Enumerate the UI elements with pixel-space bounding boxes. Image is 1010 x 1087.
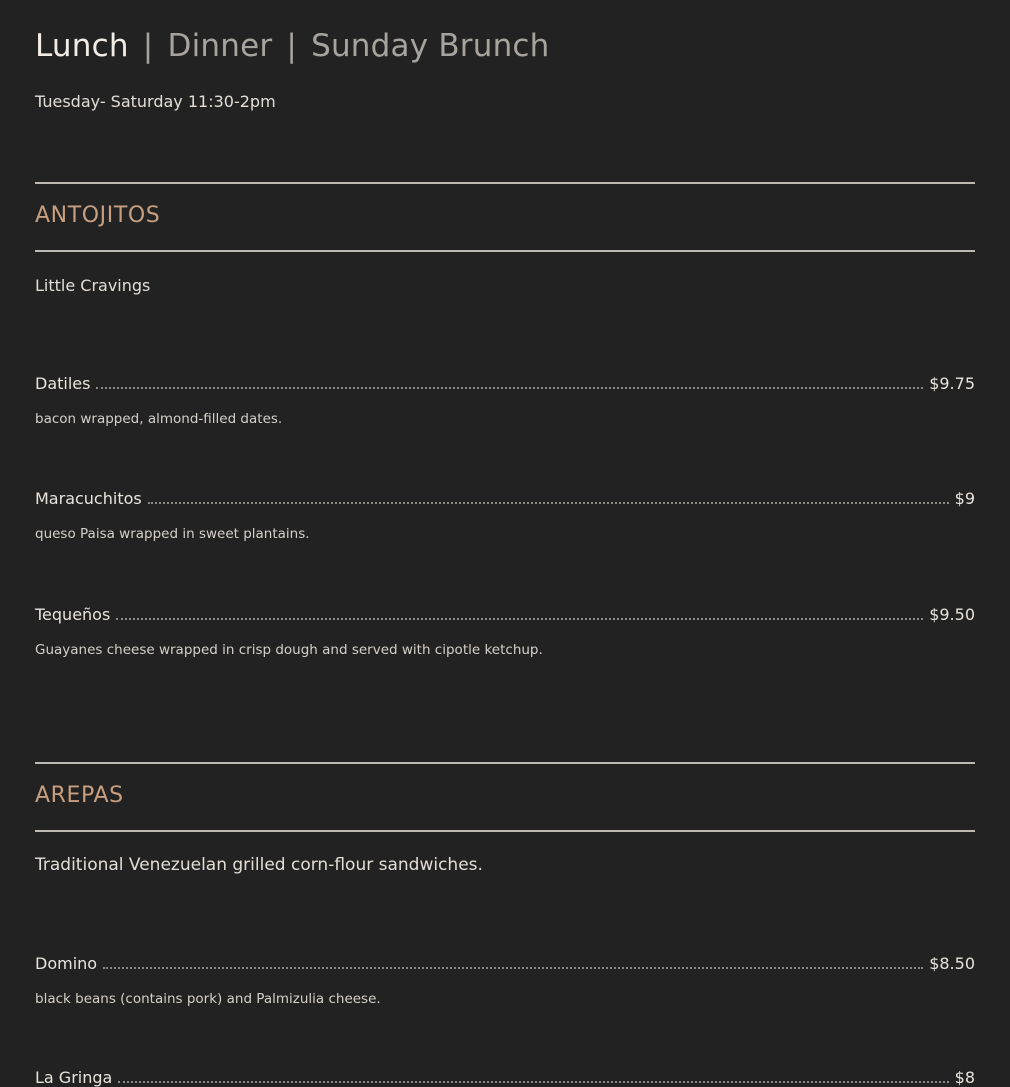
item-name: Maracuchitos xyxy=(35,489,142,508)
menu-tabs xyxy=(35,26,550,66)
dot-leader xyxy=(96,373,923,389)
item-name: La Gringa xyxy=(35,1068,113,1087)
menu-item xyxy=(35,1067,975,1087)
item-name: Tequeños xyxy=(35,605,111,624)
item-description: Guayanes cheese wrapped in crisp dough and served with cipotle ketchup. xyxy=(35,642,543,658)
menu-item xyxy=(35,953,975,973)
menu-item xyxy=(35,488,975,508)
item-name: Domino xyxy=(35,954,98,973)
dot-leader xyxy=(118,1067,948,1083)
section-subtitle: Little Cravings xyxy=(35,276,151,295)
item-price: $8 xyxy=(954,1068,975,1087)
section-divider xyxy=(35,182,975,184)
item-price: $9 xyxy=(954,489,975,508)
item-description: bacon wrapped, almond-filled dates. xyxy=(35,411,283,427)
section-title-arepas: AREPAS xyxy=(35,783,124,808)
dot-leader xyxy=(116,604,923,620)
dot-leader xyxy=(103,953,923,969)
dot-leader xyxy=(148,488,949,504)
section-subtitle: Traditional Venezuelan grilled corn-flour sandwiches. xyxy=(35,855,483,875)
menu-item xyxy=(35,373,975,393)
item-price: $9.75 xyxy=(929,374,975,393)
section-title-antojitos: ANTOJITOS xyxy=(35,203,161,228)
tab-separator: | xyxy=(142,28,154,64)
item-name: Datiles xyxy=(35,374,91,393)
item-price: $8.50 xyxy=(929,954,975,973)
item-description: queso Paisa wrapped in sweet plantains. xyxy=(35,526,310,542)
tab-separator: | xyxy=(286,28,298,64)
tab-sunday-brunch[interactable]: Sunday Brunch xyxy=(311,28,550,64)
section-divider xyxy=(35,762,975,764)
tab-dinner[interactable]: Dinner xyxy=(167,28,273,64)
item-description: black beans (contains pork) and Palmizulia cheese. xyxy=(35,991,381,1007)
tab-lunch[interactable]: Lunch xyxy=(35,28,129,64)
section-divider xyxy=(35,830,975,832)
service-hours: Tuesday- Saturday 11:30-2pm xyxy=(35,92,276,111)
section-divider xyxy=(35,250,975,252)
item-price: $9.50 xyxy=(929,605,975,624)
menu-item xyxy=(35,604,975,624)
